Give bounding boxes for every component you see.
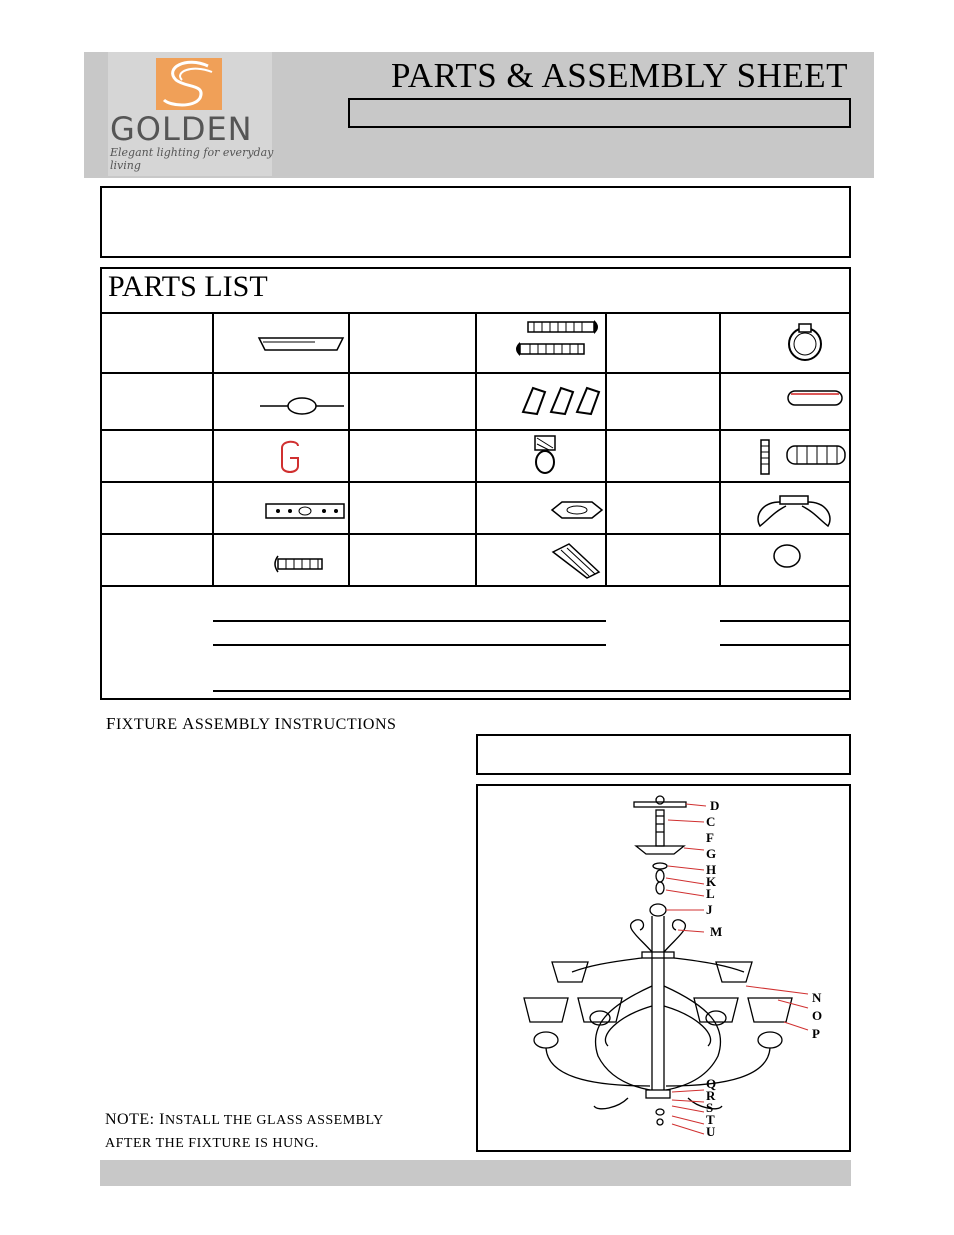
heading-part: F — [106, 714, 116, 733]
kit-info-box — [476, 734, 851, 775]
blank-line — [213, 644, 606, 646]
blank-line — [213, 620, 606, 622]
diagram-label: P — [812, 1026, 820, 1041]
heading-part: SSEMBLY — [194, 716, 275, 733]
canopy-icon — [255, 330, 347, 356]
parts-grid-line — [348, 312, 350, 587]
diagram-label: F — [706, 830, 714, 845]
diagram-label: O — [812, 1008, 823, 1023]
heading-part: NSTRUCTIONS — [280, 716, 397, 733]
brand-tagline: Elegant lighting for everyday living — [110, 146, 274, 172]
diagram-label: K — [706, 874, 717, 889]
note-line-1 — [105, 1108, 455, 1132]
note-text: NSTALL THE GLASS ASSEMBLY — [164, 1113, 384, 1128]
diagram-label: D — [710, 798, 720, 813]
arm-connector-icon — [752, 492, 836, 530]
parts-grid-line — [605, 312, 607, 587]
parts-grid-line — [719, 312, 721, 587]
hex-nut-icon — [548, 498, 606, 524]
diagram-label: J — [706, 902, 713, 917]
footer-band — [100, 1160, 851, 1186]
parts-list-title: PARTS LIST — [108, 270, 268, 303]
glass-shade-icon — [770, 542, 804, 570]
mounting-strap-icon — [264, 500, 346, 522]
parts-grid-line — [475, 312, 477, 587]
diagram-label: U — [706, 1124, 716, 1139]
diagram-label: G — [706, 846, 717, 861]
screws-icon — [510, 316, 605, 362]
brand-name: GOLDEN — [110, 110, 253, 148]
fixture-diagram — [476, 784, 851, 1152]
wire-nuts-icon — [515, 378, 605, 418]
crossbar-icon — [258, 394, 346, 418]
blank-line — [213, 690, 850, 692]
hook-icon — [525, 432, 565, 478]
logo-s-mark-icon — [156, 58, 222, 110]
canopy-ring-icon — [785, 388, 845, 408]
loop-ring-icon — [780, 318, 830, 370]
note-line-2: AFTER THE FIXTURE IS HUNG. — [105, 1136, 319, 1151]
screw-icon — [268, 554, 326, 574]
parts-grid-line — [212, 312, 214, 587]
description-box — [100, 186, 851, 258]
blank-line — [720, 644, 850, 646]
diagram-label: R — [706, 1088, 716, 1103]
diagram-label: Q — [706, 1076, 717, 1091]
diagram-label: C — [706, 814, 716, 829]
blank-line — [720, 620, 850, 622]
heading-part: IXTURE — [115, 716, 183, 733]
note-text: NOTE: I — [105, 1111, 165, 1128]
heading-part: A — [182, 714, 195, 733]
diagram-label: L — [706, 886, 715, 901]
nipple-and-loop-icon — [745, 432, 849, 476]
diagram-label: S — [706, 1100, 714, 1115]
chain-link-icon — [276, 436, 306, 478]
page-title: PARTS & ASSEMBLY SHEET — [391, 56, 848, 95]
wire-connector-icon — [545, 542, 605, 580]
diagram-label: N — [812, 990, 822, 1005]
model-number-box — [348, 98, 851, 128]
diagram-label: H — [706, 862, 717, 877]
assembly-instructions-heading — [106, 714, 396, 734]
heading-part: I — [274, 714, 281, 733]
chandelier-diagram-icon — [478, 786, 849, 1150]
diagram-label: M — [710, 924, 723, 939]
installation-note — [105, 1108, 455, 1155]
diagram-label: T — [706, 1112, 715, 1127]
